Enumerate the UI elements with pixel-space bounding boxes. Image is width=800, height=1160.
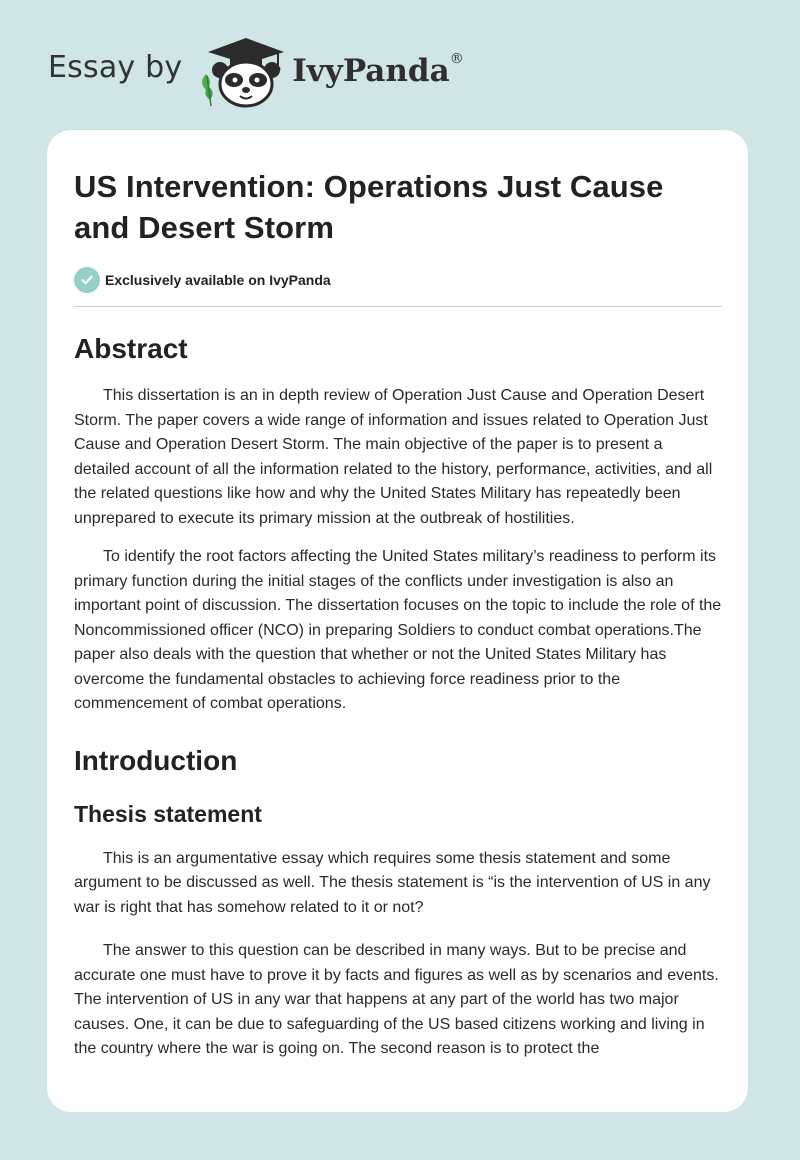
thesis-paragraph-2: The answer to this question can be described in many ways. But to be precise and accurate one must have to prove it by facts and figures as well as by scenarios and events. The intervention of US in any war that happens at any part of the world has two major causes. One, it can be due to safeguarding of the US based citizens working and living in the country where the war is going on. The second reason is to protect the <box>74 942 719 1057</box>
introduction-heading: Introduction <box>74 744 238 776</box>
site-header <box>48 30 548 110</box>
brand-name[interactable] <box>292 53 463 89</box>
abstract-paragraph-2: To identify the root factors affecting the United States military’s readiness to perform its primary function during the initial stages of the conflicts under investigation is also an important point of discussion. The dissertation focuses on the topic to include the role of the Noncommissioned officer (NCO) in preparing Soldiers to conduct combat operations.The paper also deals with the question that whether or not the United States Military has overcome the fundamental obstacles to achieving force readiness prior to the commencement of combat operations. <box>74 548 722 712</box>
thesis-heading: Thesis statement <box>74 800 262 827</box>
essay-card <box>47 130 748 1112</box>
check-icon <box>74 267 100 293</box>
thesis-paragraph-1: This is an argumentative essay which requires some thesis statement and some argument to be discussed as well. The thesis statement is “is the intervention of US in any war is right that has somehow related to it or not? <box>74 849 711 916</box>
abstract-heading: Abstract <box>74 333 188 364</box>
panda-logo-icon[interactable] <box>196 30 288 110</box>
essay-title: US Intervention: Operations Just Cause and Desert Storm <box>74 169 664 245</box>
essay-by-label: Essay by <box>48 49 183 85</box>
exclusive-label: Exclusively available on IvyPanda <box>105 272 331 288</box>
abstract-paragraph-1: This dissertation is an in depth review of Operation Just Cause and Operation Desert Storm. The paper covers a wide range of information and issues related to Operation Just Cause and Operation Desert Storm. The main objective of the paper is to present a detailed account of all the information related to the history, performance, activities, and all the related questions like how and why the United States Military has repeatedly been unprepared to execute its primary mission at the outbreak of hostilities. <box>74 387 713 527</box>
exclusive-badge <box>74 266 722 294</box>
registered-mark: ® <box>449 51 464 67</box>
brand-text: IvyPanda <box>292 53 450 89</box>
title-divider <box>74 306 722 307</box>
